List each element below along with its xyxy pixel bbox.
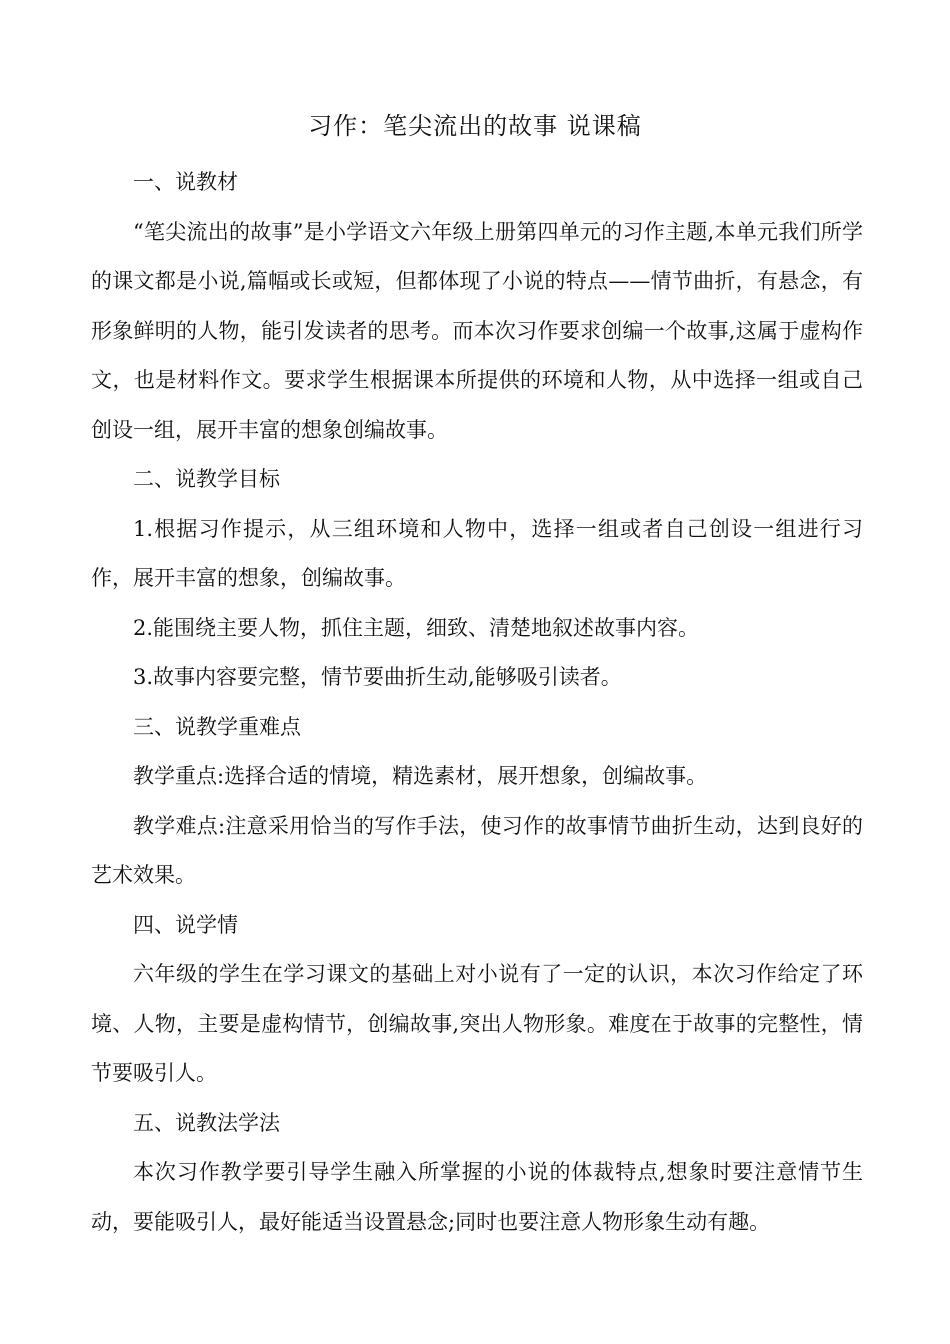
document-body — [91, 158, 863, 1247]
paragraph-key-point: 教学重点:选择合适的情境，精选素材，展开想象，创编故事。 — [133, 764, 708, 788]
document-title: 习作：笔尖流出的故事 说课稿 — [308, 112, 642, 140]
objective-item-2: 2.能围绕主要人物，抓住主题，细致、清楚地叙述故事内容。 — [133, 615, 700, 640]
section-heading-textbook: 一、说教材 — [133, 170, 238, 194]
section-heading-methods: 五、说教法学法 — [133, 1110, 280, 1135]
section-heading-students: 四、说学情 — [133, 912, 238, 937]
paragraph-methods: 本次习作教学要引导学生融入所掌握的小说的体裁特点,想象时要注意情节生动，要能吸引人，最好能适当设置悬念;同时也要注意人物形象生动有趣。 — [91, 1160, 863, 1234]
paragraph-students: 六年级的学生在学习课文的基础上对小说有了一定的认识，本次习作给定了环境、人物，主要是虚构情节，创编故事,突出人物形象。难度在于故事的完整性，情节要吸引人。 — [91, 962, 863, 1085]
objective-item-3: 3.故事内容要完整，情节要曲折生动,能够吸引读者。 — [133, 665, 622, 689]
paragraph-difficulty: 教学难点:注意采用恰当的写作手法，使习作的故事情节曲折生动，达到良好的艺术效果。 — [91, 813, 863, 887]
section-heading-objectives: 二、说教学目标 — [133, 467, 280, 491]
paragraph-textbook: “笔尖流出的故事”是小学语文六年级上册第四单元的习作主题,本单元我们所学的课文都是小说,篇幅或长或短，但都体现了小说的特点——情节曲折，有悬念，有形象鲜明的人物，能引发读者的思考。而本次习作要求创编一个故事,这属于虚构作文，也是材料作文。要求学生根据课本所提供的环境和人物，从中选择一组或自己创设一组，展开丰富的想象创编故事。 — [91, 219, 863, 442]
objective-item-1: 1.根据习作提示，从三组环境和人物中，选择一组或者自己创设一组进行习作，展开丰富的想象，创编故事。 — [91, 516, 863, 590]
section-heading-key-points: 三、说教学重难点 — [133, 714, 301, 739]
